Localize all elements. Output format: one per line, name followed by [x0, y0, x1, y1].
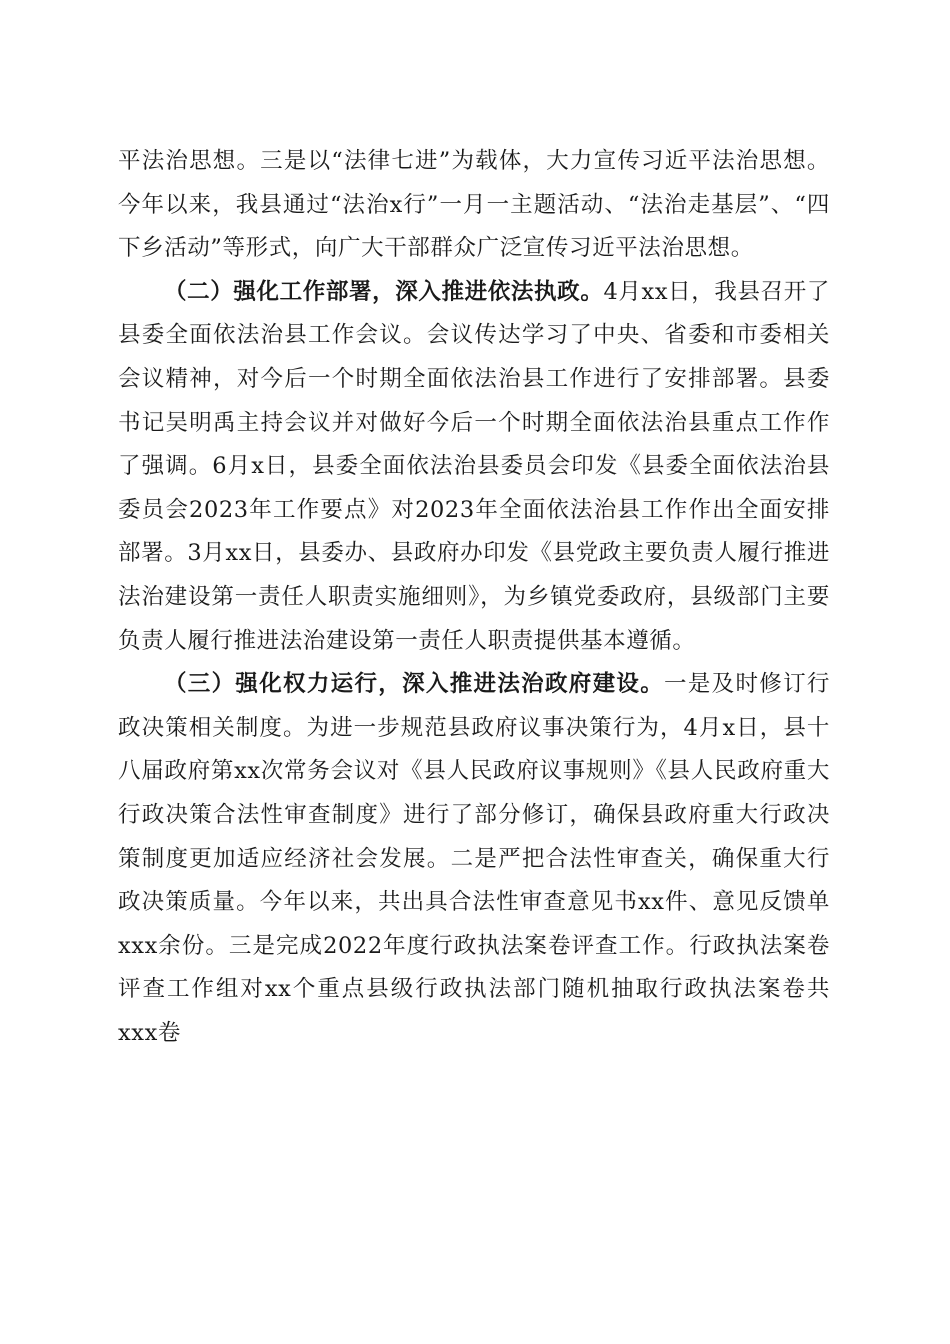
section-heading-2: （二）强化工作部署，深入推进依法执政。 — [164, 278, 604, 305]
document-body — [118, 140, 830, 1055]
paragraph-1 — [118, 140, 830, 271]
paragraph-2 — [118, 271, 830, 663]
paragraph-1-text: 平法治思想。三是以“法律七进”为载体，大力宣传习近平法治思想。今年以来，我县通过“法治x行”一月一主题活动、“法治走基层”、“四下乡活动”等形式，向广大干部群众广泛宣传习近平法治思想。 — [118, 148, 830, 262]
paragraph-3 — [118, 663, 830, 1055]
paragraph-2-text: 4月xx日，我县召开了县委全面依法治县工作会议。会议传达学习了中央、省委和市委相关会议精神，对今后一个时期全面依法治县工作进行了安排部署。县委书记吴明禹主持会议并对做好今后一个时期全面依法治县重点工作作了强调。6月x日，县委全面依法治县委员会印发《县委全面依法治县委员会2023年工作要点》对2023年全面依法治县工作作出全面安排部署。3月xx日，县委办、县政府办印发《县党政主要负责人履行推进法治建设第一责任人职责实施细则》，为乡镇党委政府，县级部门主要负责人履行推进法治建设第一责任人职责提供基本遵循。 — [118, 278, 831, 654]
section-heading-3: （三）强化权力运行，深入推进法治政府建设。 — [164, 671, 665, 698]
paragraph-3-text: 一是及时修订行政决策相关制度。为进一步规范县政府议事决策行为，4月x日，县十八届政府第xx次常务会议对《县人民政府议事规则》《县人民政府重大行政决策合法性审查制度》进行了部分修订，确保县政府重大行政决策制度更加适应经济社会发展。二是严把合法性审查关，确保重大行政决策质量。今年以来，共出具合法性审查意见书xx件、意见反馈单xxx余份。三是完成2022年度行政执法案卷评查工作。行政执法案卷评查工作组对xx个重点县级行政执法部门随机抽取行政执法案卷共xxx卷 — [118, 671, 830, 1046]
